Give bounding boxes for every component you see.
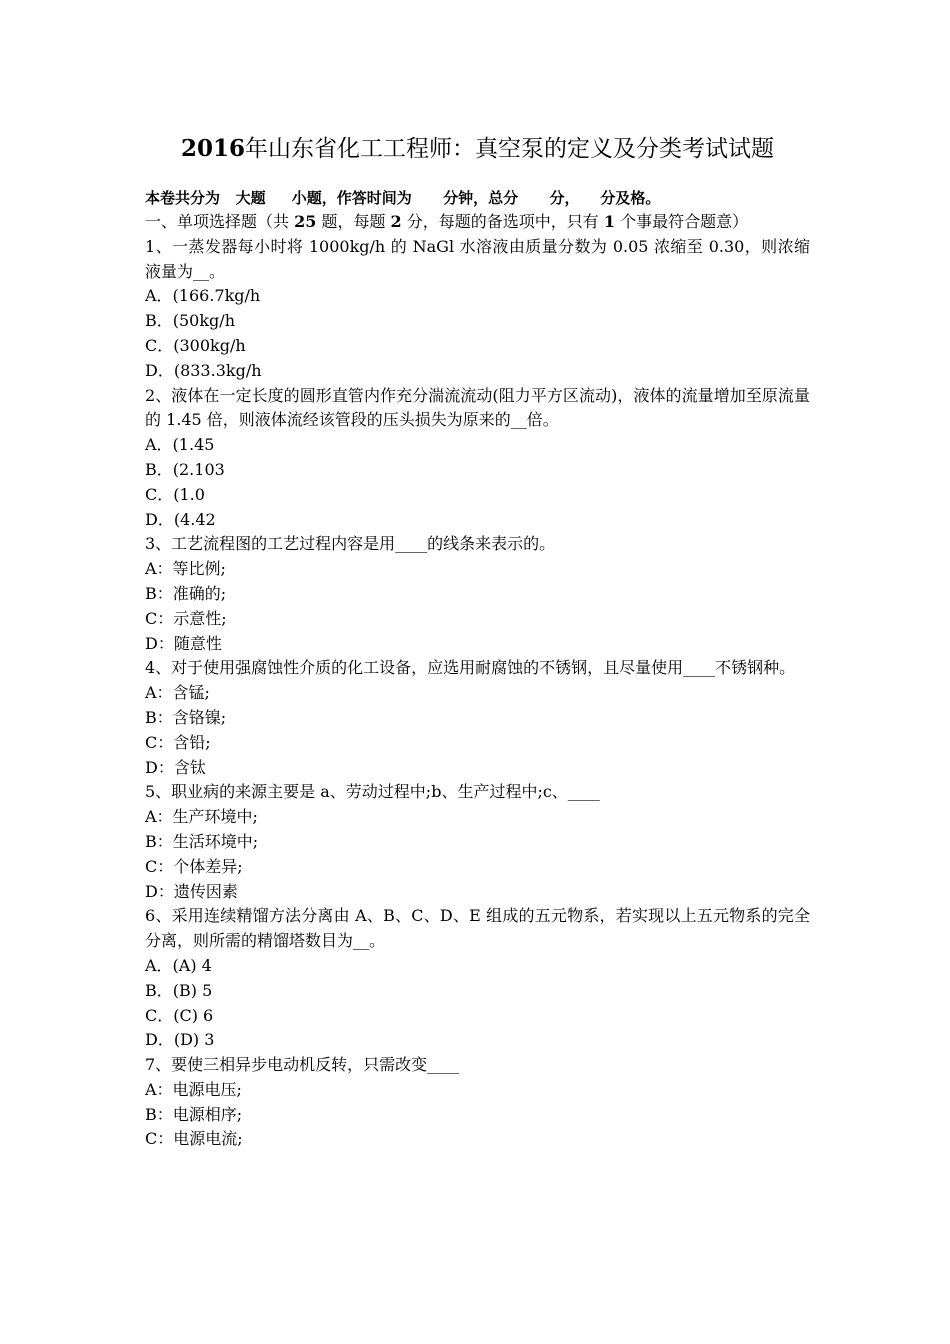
question-6: [145, 904, 810, 1053]
option-a: A．(A) 4: [145, 955, 212, 975]
option-c: C：电源电流;: [145, 1129, 243, 1149]
option-d: D：含钛: [145, 757, 206, 777]
option-a: A．(166.7kg/h: [145, 286, 261, 306]
option-c: C：示意性;: [145, 608, 227, 628]
option-c: C：含铅;: [145, 732, 211, 752]
question-stem: 7、要使三相异步电动机反转，只需改变____: [145, 1055, 460, 1075]
question-5: [145, 780, 810, 904]
question-stem: 3、工艺流程图的工艺过程内容是用____的线条来表示的。: [145, 534, 556, 554]
option-d: D．(833.3kg/h: [145, 360, 262, 380]
option-b: B．(50kg/h: [145, 311, 235, 331]
question-stem: 4、对于使用强腐蚀性介质的化工设备，应选用耐腐蚀的不锈钢，且尽量使用____不锈钢种。: [145, 658, 796, 678]
option-a: A：含锰;: [145, 683, 210, 703]
option-a: A．(1.45: [145, 435, 215, 455]
document-page: [145, 132, 810, 1152]
option-c: C．(300kg/h: [145, 335, 246, 355]
question-3: [145, 532, 810, 656]
question-7: [145, 1053, 810, 1152]
option-d: D．(D) 3: [145, 1030, 215, 1050]
option-d: D．(4.42: [145, 509, 216, 529]
option-a: A：电源电压;: [145, 1079, 242, 1099]
title-text: 年山东省化工工程师：真空泵的定义及分类考试试题: [245, 136, 774, 162]
option-b: B：含铬镍;: [145, 707, 227, 727]
question-2: [145, 384, 810, 533]
question-stem: 1、一蒸发器每小时将 1000kg/h 的 NaGl 水溶液由质量分数为 0.05 浓缩至 0.30，则浓缩液量为__。: [145, 236, 810, 281]
option-b: B．(2.103: [145, 459, 225, 479]
page-title: [145, 132, 810, 166]
option-b: B：电源相序;: [145, 1104, 243, 1124]
option-d: D：随意性: [145, 633, 222, 653]
option-b: B：准确的;: [145, 583, 227, 603]
option-c: C．(C) 6: [145, 1005, 214, 1025]
option-b: B．(B) 5: [145, 980, 213, 1000]
question-4: [145, 656, 810, 780]
question-stem: 2、液体在一定长度的圆形直管内作充分湍流流动(阻力平方区流动)，液体的流量增加至原流量的 1.45 倍，则液体流经该管段的压头损失为原来的__倍。: [145, 385, 810, 430]
exam-info-line: 本卷共分为 大题 小题，作答时间为 分钟，总分 分， 分及格。: [145, 189, 661, 207]
title-year: 2016: [180, 135, 245, 162]
question-stem: 5、职业病的来源主要是 a、劳动过程中;b、生产过程中;c、____: [145, 782, 600, 802]
question-1: [145, 235, 810, 384]
option-a: A：等比例;: [145, 559, 226, 579]
question-stem: 6、采用连续精馏方法分离由 A、B、C、D、E 组成的五元物系，若实现以上五元物系的完全分离，则所需的精馏塔数目为__。: [145, 906, 810, 951]
option-c: C：个体差异;: [145, 856, 243, 876]
option-a: A：生产环境中;: [145, 807, 258, 827]
section-heading: 一、单项选择题（共 25 题，每题 2 分，每题的备选项中，只有 1 个事最符合题意）: [145, 212, 749, 231]
option-c: C．(1.0: [145, 484, 205, 504]
option-d: D：遗传因素: [145, 881, 238, 901]
option-b: B：生活环境中;: [145, 831, 259, 851]
